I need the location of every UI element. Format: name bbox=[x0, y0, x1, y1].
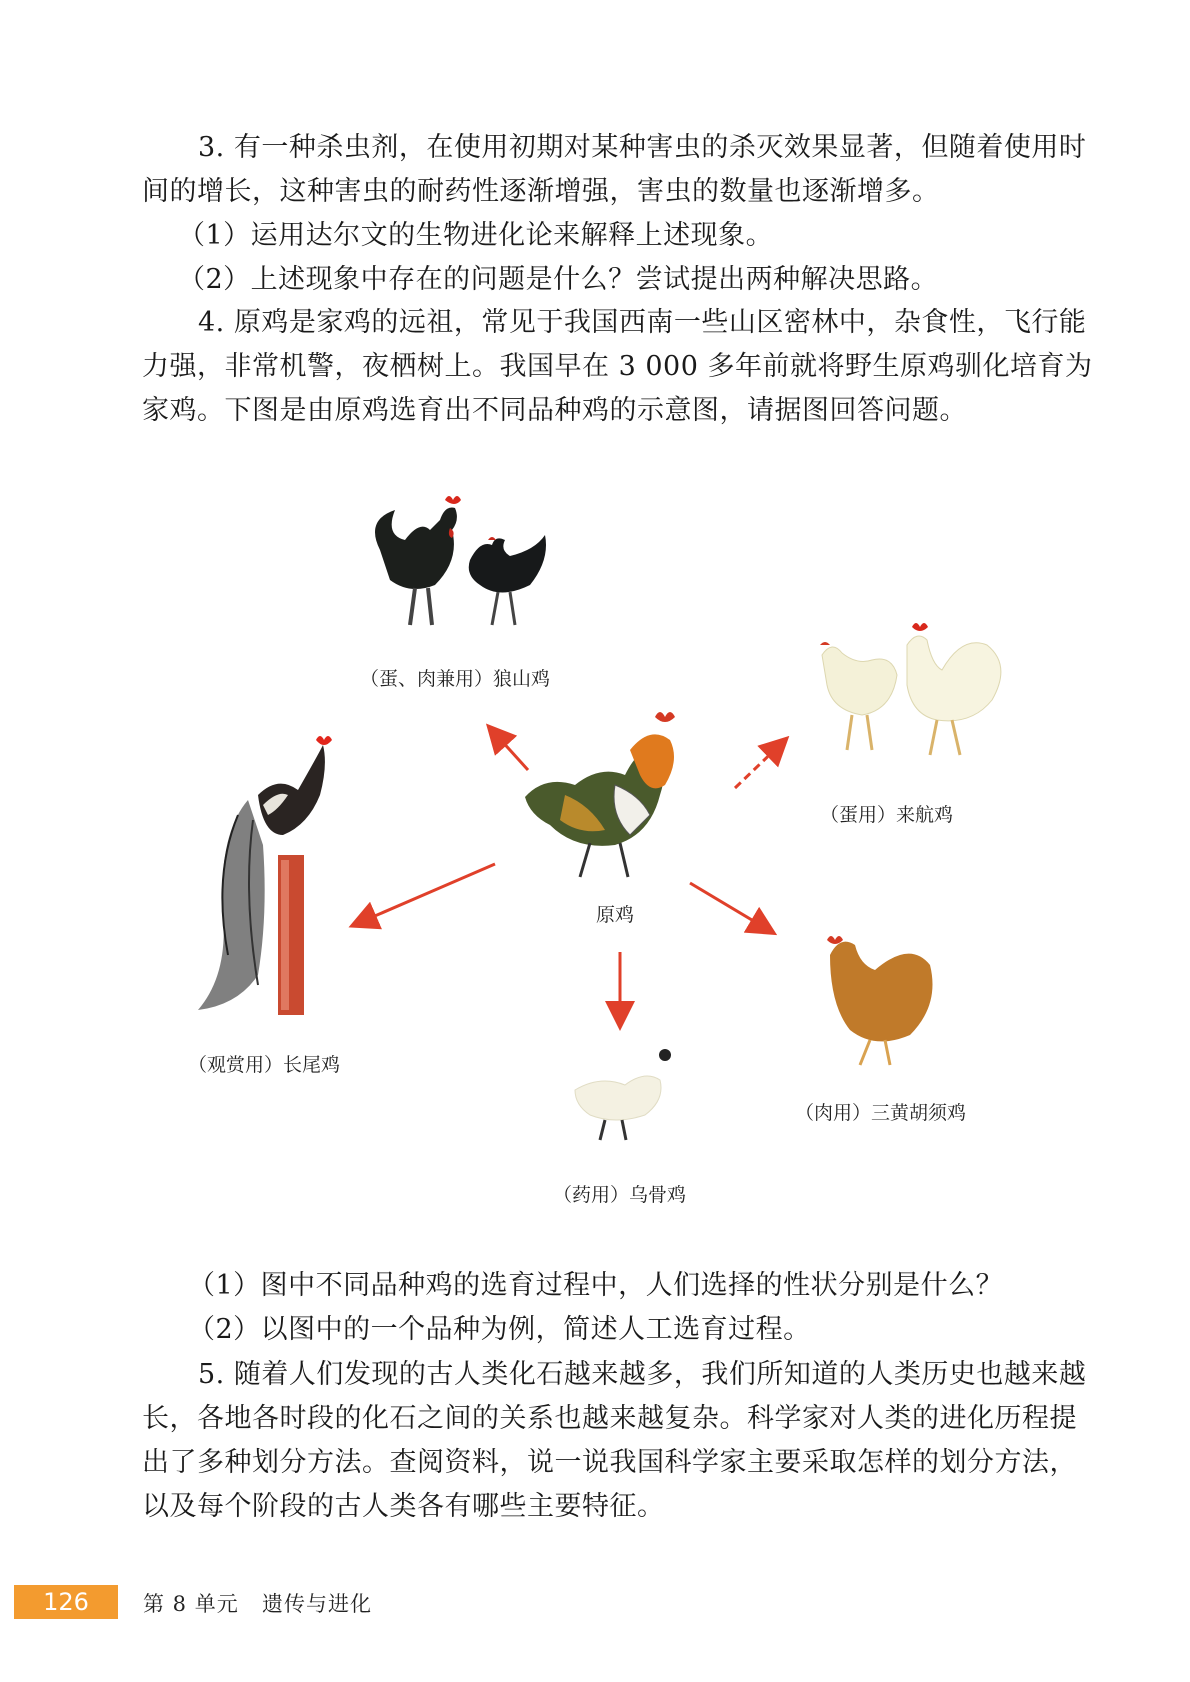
q3-sub2: （2）上述现象中存在的问题是什么？尝试提出两种解决思路。 bbox=[178, 264, 939, 295]
q3-stem: 3. 有一种杀虫剂，在使用初期对某种害虫的杀灭效果显著，但随着使用时间的增长，这种害虫的耐药性逐渐增强，害虫的数量也逐渐增多。 bbox=[142, 132, 1087, 207]
sanhuang-chicken-image bbox=[815, 925, 940, 1070]
q4-stem: 4. 原鸡是家鸡的远祖，常见于我国西南一些山区密林中，杂食性，飞行能力强，非常机警，夜栖树上。我国早在 3 000 多年前就将野生原鸡驯化培育为家鸡。下图是由原鸡选育出不同品种鸡的示意图，请据图回答问题。 bbox=[142, 307, 1093, 426]
junglefowl-image bbox=[520, 705, 695, 885]
arrow-to-leghorn bbox=[735, 740, 785, 788]
longtail-chicken-image bbox=[188, 735, 348, 1020]
sanhuang-caption: （肉用）三黄胡须鸡 bbox=[795, 1102, 967, 1124]
junglefowl-label: 原鸡 bbox=[596, 904, 635, 926]
langshan-caption: （蛋、肉兼用）狼山鸡 bbox=[360, 668, 551, 690]
arrow-to-longtail bbox=[354, 864, 495, 925]
wugu-caption: （药用）乌骨鸡 bbox=[553, 1184, 687, 1206]
leghorn-chicken-image bbox=[812, 615, 1017, 765]
leghorn-caption: （蛋用）来航鸡 bbox=[820, 804, 954, 826]
q4-sub1: （1）图中不同品种鸡的选育过程中，人们选择的性状分别是什么？ bbox=[188, 1270, 1004, 1301]
q4-sub2: （2）以图中的一个品种为例，简述人工选育过程。 bbox=[188, 1314, 811, 1345]
footer-unit: 第 8 单元 bbox=[143, 1592, 239, 1616]
q3-sub1: （1）运用达尔文的生物进化论来解释上述现象。 bbox=[178, 220, 774, 251]
langshan-chicken-image bbox=[360, 490, 570, 640]
longtail-caption: （观赏用）长尾鸡 bbox=[188, 1054, 341, 1076]
arrow-to-sanhuang bbox=[690, 883, 772, 932]
wugu-chicken-image bbox=[570, 1045, 675, 1145]
page-number: 126 bbox=[14, 1585, 118, 1619]
q5-stem: 5. 随着人们发现的古人类化石越来越多，我们所知道的人类历史也越来越长，各地各时段的化石之间的关系也越来越复杂。科学家对人类的进化历程提出了多种划分方法。查阅资料，说一说我国科学家主要采取怎样的划分方法，以及每个阶段的古人类各有哪些主要特征。 bbox=[142, 1359, 1087, 1522]
footer-title: 遗传与进化 bbox=[262, 1592, 372, 1616]
